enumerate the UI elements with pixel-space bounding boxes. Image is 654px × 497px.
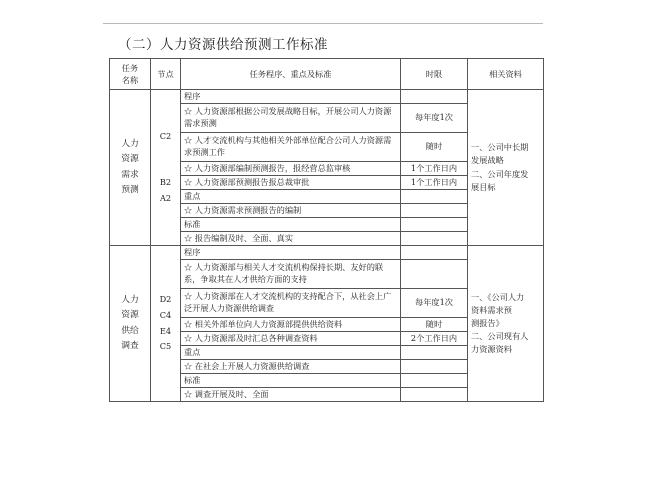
content-cell: ☆ 人力资源部在人才交流机构的支持配合下，从社会上广泛开展人力资源供给调查 (181, 289, 401, 318)
header-node: 节点 (151, 59, 181, 90)
content-cell: ☆ 人才交流机构与其他相关外部单位配合公司人力资源需求预测工作 (181, 133, 401, 162)
time-cell (401, 374, 468, 388)
content-cell: ☆ 人力资源部编制预测报告，报经营总监审核 (181, 162, 401, 176)
time-cell: 随时 (401, 318, 468, 332)
time-cell (401, 388, 468, 402)
header-content: 任务程序、重点及标准 (181, 59, 401, 90)
table-row (110, 90, 544, 104)
node-cell: C2 B2 A2 (151, 90, 181, 246)
time-cell: 每年度1次 (401, 289, 468, 318)
content-cell: ☆ 人力资源部及时汇总各种调查资料 (181, 332, 401, 346)
content-cell: ☆ 人力资源部根据公司发展战略目标，开展公司人力资源需求预测 (181, 104, 401, 133)
content-cell: 程序 (181, 246, 401, 260)
content-cell: ☆ 调查开展及时、全面 (181, 388, 401, 402)
time-cell: 1个工作日内 (401, 162, 468, 176)
time-cell (401, 346, 468, 360)
time-cell (401, 90, 468, 104)
task-name-cell: 人力 资源 需求 预测 (110, 90, 151, 246)
node-cell: D2 C4 E4 C5 (151, 246, 181, 402)
time-cell: 2个工作日内 (401, 332, 468, 346)
time-cell (401, 218, 468, 232)
time-cell: 随时 (401, 133, 468, 162)
time-cell (401, 246, 468, 260)
content-cell: 标准 (181, 218, 401, 232)
content-cell: ☆ 相关外部单位向人力资源部提供供给资料 (181, 318, 401, 332)
content-cell: 程序 (181, 90, 401, 104)
top-rule (103, 23, 543, 24)
time-cell: 1个工作日内 (401, 176, 468, 190)
time-cell (401, 204, 468, 218)
time-cell (401, 232, 468, 246)
time-cell (401, 190, 468, 204)
table-row (110, 246, 544, 260)
header-time: 时限 (401, 59, 468, 90)
content-cell: 重点 (181, 190, 401, 204)
content-cell: ☆ 在社会上开展人力资源供给调查 (181, 360, 401, 374)
standards-table (109, 58, 544, 402)
header-task: 任务 名称 (110, 59, 151, 90)
time-cell (401, 360, 468, 374)
reference-cell: 一、《公司人力 资料需求预 测报告》 二、公司现有人 力资源资料 (468, 246, 544, 402)
content-cell: ☆ 人力资源需求预测报告的编制 (181, 204, 401, 218)
reference-cell: 一、公司中长期 发展战略 二、公司年度发 展目标 (468, 90, 544, 246)
section-title: （二）人力资源供给预测工作标准 (118, 37, 328, 53)
header-row (110, 59, 544, 90)
header-ref: 相关资料 (468, 59, 544, 90)
content-cell: ☆ 人力资源部与相关人才交流机构保持长期、友好的联系，争取其在人才供给方面的支持 (181, 260, 401, 289)
time-cell: 每年度1次 (401, 104, 468, 133)
time-cell (401, 260, 468, 289)
content-cell: ☆ 报告编制及时、全面、真实 (181, 232, 401, 246)
task-name-cell: 人力 资源 供给 调查 (110, 246, 151, 402)
content-cell: 重点 (181, 346, 401, 360)
content-cell: 标准 (181, 374, 401, 388)
content-cell: ☆ 人力资源部预测报告报总裁审批 (181, 176, 401, 190)
